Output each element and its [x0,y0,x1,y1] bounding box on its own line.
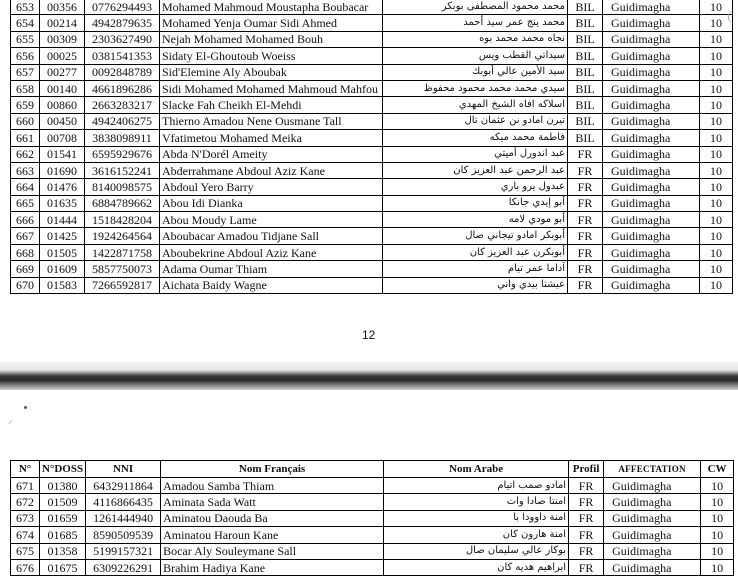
cell-profil: BIL [568,80,603,96]
cell-profil: FR [569,559,604,575]
cell-affectation: Guidimagha [603,15,700,31]
cell-nom-arabe: امنة داوودا با [384,510,569,526]
cell-no: 662 [11,146,40,162]
cell-nni: 0776294493 [85,0,160,15]
cell-cw: 10 [700,212,733,228]
cell-no: 663 [11,162,40,178]
cell-cw: 10 [701,559,734,575]
cell-nom-arabe: آداما عمر تيام [383,261,568,277]
cell-nom-francais: Sid'Elemine Aly Aboubak [160,64,383,80]
table-row [11,179,733,195]
cell-cw: 10 [700,228,733,244]
cell-affectation: Guidimagha [603,48,700,64]
cell-cw: 10 [701,510,734,526]
cell-affectation: Guidimagha [603,80,700,96]
cell-nni: 6432911864 [86,478,161,494]
cell-cw: 10 [700,48,733,64]
scan-mark [728,10,738,24]
cell-doss: 00450 [40,113,85,129]
table-row [11,510,734,526]
cell-nom-francais: Brahim Hadiya Kane [161,559,384,575]
table-row [11,146,733,162]
cell-nom-francais: Abou Moudy Lame [160,212,383,228]
cell-nom-arabe: بوكار عالي سليمان صال [384,543,569,559]
cell-profil: FR [569,478,604,494]
cell-no: 666 [11,212,40,228]
cell-nom-francais: Bocar Aly Souleymane Sall [161,543,384,559]
cell-nom-arabe: عيشتا بيدي واني [383,277,568,293]
cell-nom-arabe: سيدي محمد محمد محمود محفوظ [383,80,568,96]
table-row [11,0,733,15]
header-nni: NNI [86,461,161,478]
cell-nom-arabe: عبدول يرو باري [383,179,568,195]
cell-doss: 01685 [40,527,86,543]
cell-affectation: Guidimagha [603,212,700,228]
table-row [11,31,733,47]
cell-nom-francais: Abda N'Dorél Ameity [160,146,383,162]
cell-nom-francais: Vfatimetou Mohamed Meika [160,130,383,146]
cell-nom-arabe: أبو مودي لامه [383,212,568,228]
cell-affectation: Guidimagha [604,478,701,494]
header-nom-francais: Nom Français [161,461,384,478]
table-row [11,130,733,146]
table-row [11,277,733,293]
cell-no: 657 [11,64,40,80]
cell-affectation: Guidimagha [603,179,700,195]
cell-nom-arabe: أبو إيدي جانكا [383,195,568,211]
cell-cw: 10 [700,244,733,260]
cell-nom-francais: Thierno Amadou Nene Ousmane Tall [160,113,383,129]
cell-profil: BIL [568,31,603,47]
table-row [11,162,733,178]
table-row [11,48,733,64]
cell-nni: 2303627490 [85,31,160,47]
cell-nom-francais: Sidaty El-Ghoutoub Woeiss [160,48,383,64]
cell-nom-arabe: عبد الرحمن عبد العزيز كان [383,162,568,178]
cell-nom-francais: Nejah Mohamed Mohamed Bouh [160,31,383,47]
cell-nom-francais: Abou Idi Dianka [160,195,383,211]
table-row [11,261,733,277]
cell-nom-francais: Aboubekrine Abdoul Aziz Kane [160,244,383,260]
cell-nni: 8590509539 [86,527,161,543]
cell-nni: 0092848789 [85,64,160,80]
cell-profil: BIL [568,64,603,80]
cell-doss: 01609 [40,261,85,277]
cell-cw: 10 [700,261,733,277]
table-row [11,64,733,80]
cell-cw: 10 [700,15,733,31]
cell-no: 653 [11,0,40,15]
cell-no: 658 [11,80,40,96]
cell-nni: 3838098911 [85,130,160,146]
table-row [11,559,734,575]
table-row [11,543,734,559]
cell-no: 668 [11,244,40,260]
cell-doss: 01675 [40,559,86,575]
cell-no: 664 [11,179,40,195]
cell-doss: 01505 [40,244,85,260]
cell-nom-francais: Abdoul Yero Barry [160,179,383,195]
cell-cw: 10 [700,277,733,293]
cell-affectation: Guidimagha [603,146,700,162]
cell-profil: FR [568,179,603,195]
cell-profil: BIL [568,130,603,146]
table-header [11,461,734,478]
cell-profil: FR [569,510,604,526]
cell-no: 660 [11,113,40,129]
cell-doss: 00356 [40,0,85,15]
cell-nni: 3616152241 [85,162,160,178]
cell-doss: 01690 [40,162,85,178]
scan-mark-icon: ⸝ [8,415,13,426]
cell-nni: 1261444940 [86,510,161,526]
cell-nom-arabe: محمد ينج عمر سيد أحمد [383,15,568,31]
cell-affectation: Guidimagha [603,261,700,277]
cell-nom-francais: Aminatou Haroun Kane [161,527,384,543]
cell-cw: 10 [700,113,733,129]
cell-nom-arabe: أبوبكر امادو تيجاني صال [383,228,568,244]
cell-profil: FR [568,228,603,244]
cell-cw: 10 [700,195,733,211]
cell-profil: FR [568,162,603,178]
page-separator [0,362,738,390]
cell-doss: 00708 [40,130,85,146]
cell-doss: 00860 [40,97,85,113]
cell-doss: 01659 [40,510,86,526]
cell-affectation: Guidimagha [604,494,701,510]
cell-profil: BIL [568,48,603,64]
cell-nom-arabe: امادو صمب اتيام [384,478,569,494]
cell-cw: 10 [701,478,734,494]
header-nom-arabe: Nom Arabe [384,461,569,478]
page-number: 12 [362,328,376,342]
cell-cw: 10 [700,97,733,113]
cell-nom-arabe: محمد محمود المصطفى بوبكر [383,0,568,15]
cell-nom-arabe: امنة هارون كان [384,527,569,543]
cell-nni: 1924264564 [85,228,160,244]
cell-affectation: Guidimagha [603,228,700,244]
cell-doss: 01541 [40,146,85,162]
cell-profil: FR [568,261,603,277]
cell-affectation: Guidimagha [603,277,700,293]
cell-doss: 00214 [40,15,85,31]
cell-affectation: Guidimagha [604,527,701,543]
cell-nni: 6595929676 [85,146,160,162]
cell-nom-arabe: فاطمة محمد ميكه [383,130,568,146]
cell-affectation: Guidimagha [603,31,700,47]
cell-nni: 1518428204 [85,212,160,228]
cell-nni: 5857750073 [85,261,160,277]
cell-cw: 10 [700,80,733,96]
cell-profil: FR [569,494,604,510]
cell-nni: 8140098575 [85,179,160,195]
cell-doss: 01583 [40,277,85,293]
table-row [11,195,733,211]
cell-doss: 01358 [40,543,86,559]
cell-no: 669 [11,261,40,277]
cell-affectation: Guidimagha [604,510,701,526]
cell-cw: 10 [700,0,733,15]
candidates-table-page-13 [10,460,734,576]
table-row [11,15,733,31]
cell-nom-arabe: نجاه محمد محمد بوه [383,31,568,47]
cell-profil: FR [569,527,604,543]
cell-cw: 10 [700,162,733,178]
cell-cw: 10 [700,179,733,195]
table-row [11,494,734,510]
cell-nom-francais: Amadou Samba Thiam [161,478,384,494]
cell-nom-francais: Aminatou Daouda Ba [161,510,384,526]
header-affectation: AFFECTATION [604,461,701,478]
cell-nni: 7266592817 [85,277,160,293]
cell-doss: 01635 [40,195,85,211]
cell-nni: 4661896286 [85,80,160,96]
cell-cw: 10 [701,527,734,543]
cell-nom-francais: Slacke Fah Cheikh El-Mehdi [160,97,383,113]
cell-profil: FR [569,543,604,559]
cell-profil: FR [568,146,603,162]
cell-profil: BIL [568,15,603,31]
cell-profil: BIL [568,97,603,113]
cell-nni: 4942406275 [85,113,160,129]
cell-no: 670 [11,277,40,293]
cell-nom-arabe: سيد الأمين عالي أبوبك [383,64,568,80]
cell-doss: 01476 [40,179,85,195]
cell-cw: 10 [701,543,734,559]
cell-doss: 01509 [40,494,86,510]
cell-affectation: Guidimagha [604,543,701,559]
table-row [11,478,734,494]
cell-nom-francais: Abderrahmane Abdoul Aziz Kane [160,162,383,178]
header-doss: N°DOSS [40,461,86,478]
cell-cw: 10 [700,130,733,146]
document-page-13 [0,390,738,579]
header-row [11,461,734,478]
cell-profil: FR [568,244,603,260]
cell-nom-francais: Aminata Sada Watt [161,494,384,510]
cell-no: 676 [11,559,40,575]
cell-nni: 0381541353 [85,48,160,64]
cell-affectation: Guidimagha [603,244,700,260]
cell-cw: 10 [700,64,733,80]
cell-doss: 00309 [40,31,85,47]
table-row [11,212,733,228]
cell-nom-arabe: سيداتي القطب ويس [383,48,568,64]
table-row [11,113,733,129]
cell-doss: 01380 [40,478,86,494]
cell-no: 672 [11,494,40,510]
cell-cw: 10 [700,146,733,162]
table-body [11,478,734,576]
candidates-table-page-12 [10,0,733,294]
scan-dot [24,406,27,409]
cell-no: 661 [11,130,40,146]
table-row [11,228,733,244]
cell-doss: 01444 [40,212,85,228]
cell-doss: 00140 [40,80,85,96]
cell-affectation: Guidimagha [603,64,700,80]
table-body [11,0,733,294]
table-row [11,244,733,260]
cell-no: 665 [11,195,40,211]
cell-nom-arabe: امنتا صادا وات [384,494,569,510]
cell-no: 659 [11,97,40,113]
cell-nom-arabe: أبوبكرن عبد العزيز كان [383,244,568,260]
cell-profil: BIL [568,113,603,129]
table-row [11,527,734,543]
cell-nni: 6309226291 [86,559,161,575]
cell-nni: 1422871758 [85,244,160,260]
cell-affectation: Guidimagha [603,130,700,146]
cell-nni: 4942879635 [85,15,160,31]
cell-affectation: Guidimagha [604,559,701,575]
cell-profil: FR [568,212,603,228]
cell-nom-francais: Aboubacar Amadou Tidjane Sall [160,228,383,244]
cell-nni: 6884789662 [85,195,160,211]
cell-no: 667 [11,228,40,244]
cell-nom-francais: Mohamed Yenja Oumar Sidi Ahmed [160,15,383,31]
cell-cw: 10 [701,494,734,510]
header-cw: CW [701,461,734,478]
cell-nom-arabe: عبد اندورل أميتي [383,146,568,162]
cell-nom-francais: Mohamed Mahmoud Moustapha Boubacar [160,0,383,15]
cell-no: 674 [11,527,40,543]
header-profil: Profil [569,461,604,478]
cell-affectation: Guidimagha [603,97,700,113]
cell-no: 655 [11,31,40,47]
cell-nom-arabe: تيرن امادو نن عثمان تال [383,113,568,129]
cell-nom-francais: Adama Oumar Thiam [160,261,383,277]
cell-profil: FR [568,277,603,293]
cell-nni: 5199157321 [86,543,161,559]
cell-cw: 10 [700,31,733,47]
cell-doss: 00277 [40,64,85,80]
cell-doss: 00025 [40,48,85,64]
cell-nom-francais: Sidi Mohamed Mohamed Mahmoud Mahfou [160,80,383,96]
header-no: N° [11,461,40,478]
cell-no: 675 [11,543,40,559]
cell-no: 656 [11,48,40,64]
cell-no: 654 [11,15,40,31]
table-row [11,80,733,96]
cell-doss: 01425 [40,228,85,244]
cell-nni: 4116866435 [86,494,161,510]
cell-profil: FR [568,195,603,211]
cell-affectation: Guidimagha [603,162,700,178]
cell-affectation: Guidimagha [603,195,700,211]
cell-profil: BIL [568,0,603,15]
cell-no: 671 [11,478,40,494]
table-row [11,97,733,113]
cell-nom-francais: Aichata Baidy Wagne [160,277,383,293]
cell-no: 673 [11,510,40,526]
cell-nom-arabe: اسلاكه افاه الشيخ المهدي [383,97,568,113]
cell-nom-arabe: ابراهيم هديه كان [384,559,569,575]
cell-affectation: Guidimagha [603,113,700,129]
cell-nni: 2663283217 [85,97,160,113]
cell-affectation: Guidimagha [603,0,700,15]
